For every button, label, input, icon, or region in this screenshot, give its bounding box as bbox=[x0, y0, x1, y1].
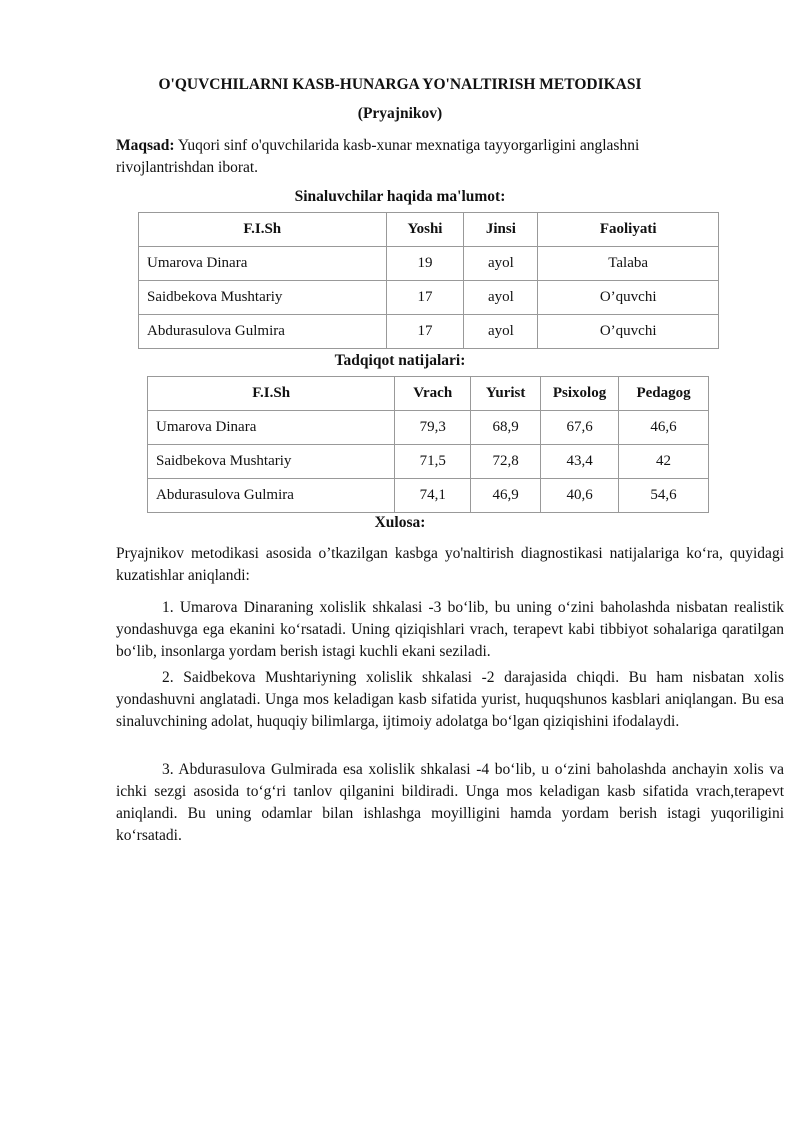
table-cell: O’quvchi bbox=[538, 281, 719, 315]
table-cell: 17 bbox=[386, 281, 464, 315]
table-cell: Saidbekova Mushtariy bbox=[148, 445, 395, 479]
table-cell: 17 bbox=[386, 315, 464, 349]
table-header-row bbox=[139, 213, 719, 247]
goal-label: Maqsad: bbox=[116, 137, 175, 154]
table-cell: 42 bbox=[619, 445, 709, 479]
conclusion-caption: Xulosa: bbox=[374, 514, 426, 531]
table-cell: ayol bbox=[464, 281, 538, 315]
header-cell: F.I.Sh bbox=[148, 377, 395, 411]
table-row bbox=[139, 281, 719, 315]
header-cell: Faoliyati bbox=[538, 213, 719, 247]
table-cell: 72,8 bbox=[471, 445, 541, 479]
participants-caption: Sinaluvchilar haqida ma'lumot: bbox=[294, 188, 506, 205]
table-cell: 68,9 bbox=[471, 411, 541, 445]
header-cell: F.I.Sh bbox=[139, 213, 387, 247]
table-header-row bbox=[148, 377, 709, 411]
document-subtitle: (Pryajnikov) bbox=[357, 105, 443, 122]
table-cell: Umarova Dinara bbox=[139, 247, 387, 281]
header-cell: Yoshi bbox=[386, 213, 464, 247]
document-title: O'QUVCHILARNI KASB-HUNARGA YO'NALTIRISH METODIKASI bbox=[158, 76, 642, 93]
table-cell: 79,3 bbox=[395, 411, 471, 445]
goal-text: Yuqori sinf o'quvchilarida kasb-xunar mexnatiga tayyorgarligini anglashni rivojlantrishdan iborat. bbox=[116, 137, 640, 176]
header-cell: Pedagog bbox=[619, 377, 709, 411]
table-cell: ayol bbox=[464, 315, 538, 349]
conclusion-point-3: 3. Abdurasulova Gulmirada esa xolislik shkalasi -4 bo‘lib, u o‘zini baholashda anchayin xolis va ichki sezgi asosida to‘g‘ri tanlov qilganini bildiradi. Unga mos keladigan kasb sifatida vrach,terapevt aniqlandi. Bu uning odamlar bilan ishlashga moyilligini hamda yordam berish istagi yuqoriligini ko‘rsatadi. bbox=[116, 761, 784, 844]
table-row bbox=[148, 479, 709, 513]
table-row bbox=[148, 411, 709, 445]
header-cell: Jinsi bbox=[464, 213, 538, 247]
results-caption: Tadqiqot natijalari: bbox=[334, 352, 466, 369]
conclusion-point-2: 2. Saidbekova Mushtariyning xolislik shkalasi -2 darajasida chiqdi. Bu ham nisbatan xolis yondashuvni anglatadi. Unga mos keladigan kasb sifatida yurist, huquqshunos kasblari aniqlangan. Bu esa sinaluvchining adolat, huquqiy bilimlarga, ijtimoiy adolatga bo‘lgan qiziqishini ifodalaydi. bbox=[116, 669, 784, 730]
header-cell: Yurist bbox=[471, 377, 541, 411]
table-cell: Abdurasulova Gulmira bbox=[148, 479, 395, 513]
table-cell: Abdurasulova Gulmira bbox=[139, 315, 387, 349]
participants-table bbox=[138, 212, 719, 349]
table-row bbox=[139, 247, 719, 281]
table-cell: 46,9 bbox=[471, 479, 541, 513]
table-row bbox=[139, 315, 719, 349]
table-cell: Saidbekova Mushtariy bbox=[139, 281, 387, 315]
table-row bbox=[148, 445, 709, 479]
table-cell: Umarova Dinara bbox=[148, 411, 395, 445]
header-cell: Psixolog bbox=[541, 377, 619, 411]
table-cell: 71,5 bbox=[395, 445, 471, 479]
conclusion-point-1: 1. Umarova Dinaraning xolislik shkalasi -3 bo‘lib, bu uning o‘zini baholashda nisbatan realistik yondashuvga ega ekanini ko‘rsatadi. Uning qiziqishlari vrach, terapevt kabi tibbiyot sohalariga qaratilgan bo‘lib, insonlarga yordam berish istagi kuchli ekani seziladi. bbox=[116, 599, 784, 660]
goal-paragraph bbox=[116, 135, 676, 179]
table-cell: 46,6 bbox=[619, 411, 709, 445]
table-cell: 43,4 bbox=[541, 445, 619, 479]
results-table bbox=[147, 376, 709, 513]
table-cell: Talaba bbox=[538, 247, 719, 281]
table-cell: 67,6 bbox=[541, 411, 619, 445]
conclusion-intro: Pryajnikov metodikasi asosida o’tkazilgan kasbga yo'naltirish diagnostikasi natijalariga ko‘ra, quyidagi kuzatishlar aniqlandi: bbox=[116, 545, 784, 584]
table-cell: 19 bbox=[386, 247, 464, 281]
table-cell: 40,6 bbox=[541, 479, 619, 513]
table-cell: 54,6 bbox=[619, 479, 709, 513]
table-cell: ayol bbox=[464, 247, 538, 281]
table-cell: O’quvchi bbox=[538, 315, 719, 349]
table-cell: 74,1 bbox=[395, 479, 471, 513]
header-cell: Vrach bbox=[395, 377, 471, 411]
